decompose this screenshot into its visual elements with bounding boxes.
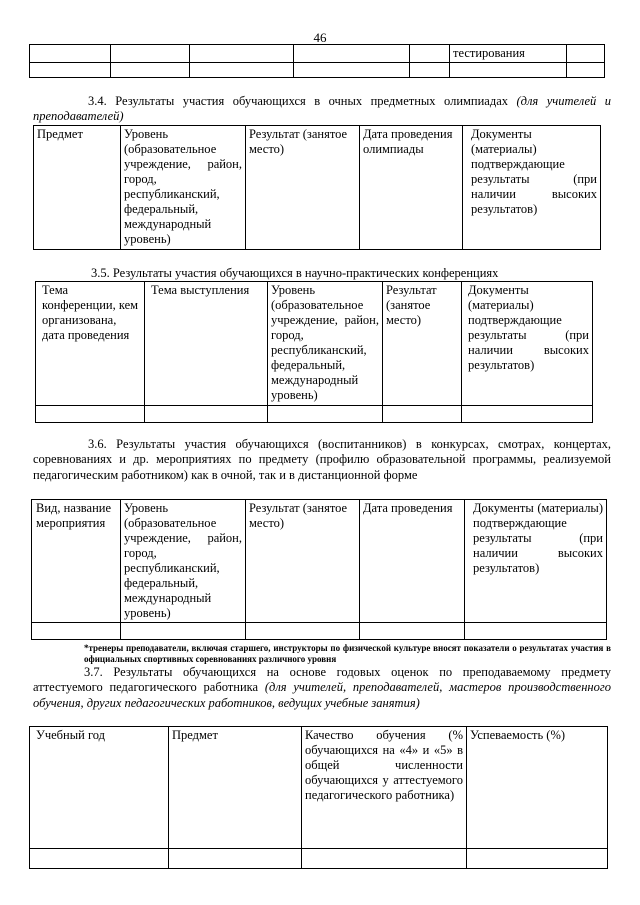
contests-table	[31, 499, 607, 640]
col-event: Вид, название мероприятия	[32, 500, 121, 623]
col-level: Уровень (образовательное учреждение, район, город, республиканский, федеральный, международный уровень)	[268, 282, 383, 406]
col-result: Результат (занятое место)	[246, 500, 360, 623]
olympiad-table	[33, 125, 601, 250]
col-docs: Документы (материалы) подтверждающие результаты (при наличии высоких результатов)	[462, 282, 593, 406]
col-date: Дата проведения	[360, 500, 465, 623]
col-level: Уровень (образовательное учреждение, район, город, республиканский, федеральный, международный уровень)	[121, 126, 246, 250]
col-level: Уровень (образовательное учреждение, район, город, республиканский, федеральный, международный уровень)	[121, 500, 246, 623]
col-year: Учебный год	[30, 727, 169, 849]
page-number: 46	[313, 30, 327, 45]
col-subject: Предмет	[169, 727, 302, 849]
col-docs: Документы (материалы) подтверждающие результаты (при наличии высоких результатов)	[465, 500, 607, 623]
col-talk: Тема выступления	[145, 282, 268, 406]
col-topic: Тема конференции, кем организована, дата проведения	[36, 282, 145, 406]
section-3-4-heading-text: 3.4. Результаты участия обучающихся в очных предметных олимпиадах	[88, 94, 517, 108]
col-progress: Успеваемость (%)	[467, 727, 608, 849]
footnote: *тренеры преподаватели, включая старшего, инструкторы по физической культуре вносят показатели о результатах участия в официальных спортивных соревнованиях различного уровня	[84, 643, 611, 665]
col-result: Результат (занятое место)	[246, 126, 360, 250]
col-result: Результат (занятое место)	[383, 282, 462, 406]
section-3-7-heading-italic: (для учителей, преподавателей, мастеров производственного обучения, других педагогических работников, ведущих учебные занятия)	[33, 680, 612, 710]
grades-table	[29, 726, 608, 869]
section-3-7-heading-text: 3.7. Результаты обучающихся на основе годовых оценок по преподаваемому предмету аттестуемого педагогического работника	[33, 665, 611, 695]
col-docs: Документы (материалы) подтверждающие результаты (при наличии высоких результатов)	[463, 126, 601, 250]
col-subject: Предмет	[34, 126, 121, 250]
section-3-4-heading	[33, 94, 611, 125]
section-3-5-heading: 3.5. Результаты участия обучающихся в научно-практических конференциях	[91, 266, 499, 280]
conference-table	[35, 281, 593, 423]
section-3-6-heading: 3.6. Результаты участия обучающихся (воспитанников) в конкурсах, смотрах, концертах, соревнованиях и др. мероприятиях по предмету (профилю образовательной программы, реализуемой педагогическим работником) как в очной, так и в дистанционной форме	[33, 437, 611, 482]
top-table	[29, 44, 605, 78]
section-3-7-heading	[33, 665, 611, 711]
section-3-4-heading-italic: (для учителей и преподавателей)	[33, 94, 611, 124]
col-quality: Качество обучения (% обучающихся на «4» и «5» в общей численности обучающихся у аттестуемого педагогического работника)	[302, 727, 467, 849]
col-date: Дата проведения олимпиады	[360, 126, 463, 250]
top-table-cell: тестирования	[450, 45, 567, 63]
